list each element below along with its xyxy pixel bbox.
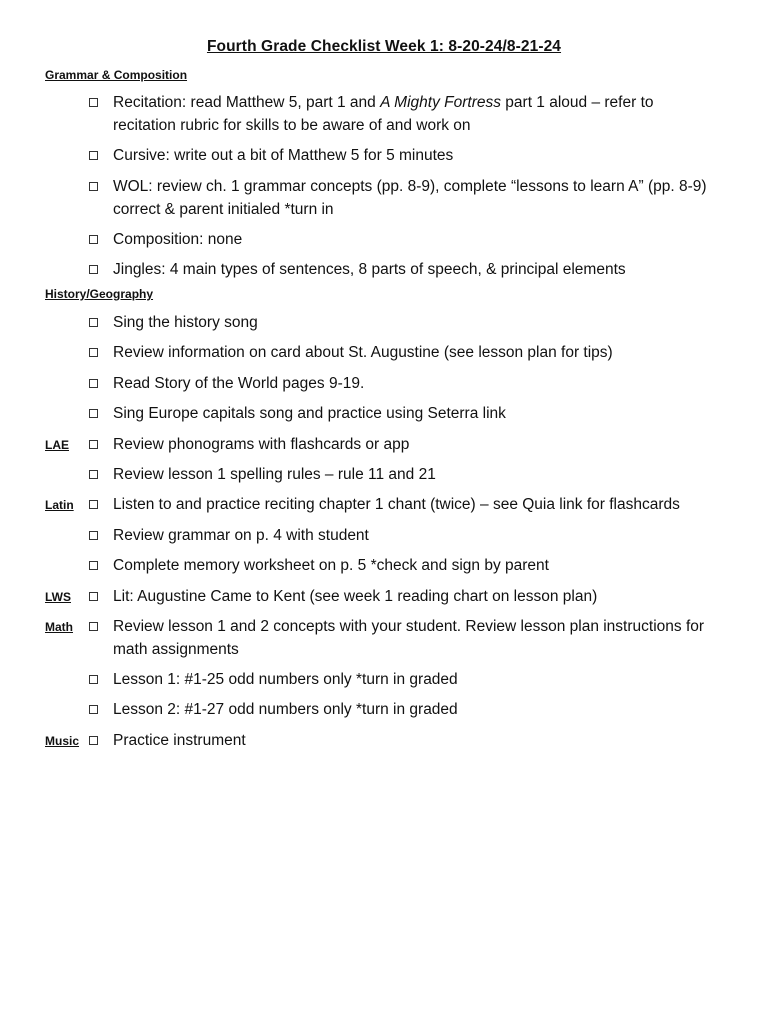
checklist-item-text: Lesson 2: #1-27 odd numbers only *turn in graded (113, 701, 458, 718)
checklist-item-cursive[interactable] (89, 144, 719, 167)
checklist-item-text: Cursive: write out a bit of Matthew 5 for 5 minutes (113, 147, 454, 164)
checkbox-icon[interactable] (89, 470, 98, 479)
checklist-item-text: Review grammar on p. 4 with student (113, 527, 369, 544)
checkbox-icon[interactable] (89, 379, 98, 388)
checkbox-icon[interactable] (89, 440, 98, 449)
checklist-item-text: Listen to and practice reciting chapter 1 chant (twice) – see Quia link for flashcards (113, 496, 680, 513)
checkbox-icon[interactable] (89, 592, 98, 601)
checklist-item-history-song[interactable] (89, 311, 719, 334)
checklist-item-text: Sing Europe capitals song and practice using Seterra link (113, 405, 506, 422)
checklist-item-text: Composition: none (113, 231, 243, 248)
checklist-item-text: Review phonograms with flashcards or app (113, 436, 410, 453)
checklist-item-wol[interactable] (89, 175, 719, 221)
checkbox-icon[interactable] (89, 318, 98, 327)
checklist-item-jingles[interactable] (89, 258, 719, 281)
section-grammar-composition: Grammar & Composition (45, 68, 188, 82)
checklist-item-europe-capitals[interactable] (89, 402, 719, 425)
checklist-item-text: Lesson 1: #1-25 odd numbers only *turn in graded (113, 671, 458, 688)
checklist-item-math-lesson-1[interactable] (89, 668, 719, 691)
label-math: Math (45, 620, 73, 634)
checklist-item-math-review[interactable] (89, 615, 719, 661)
checklist-item-text: Read Story of the World pages 9-19. (113, 375, 365, 392)
checklist-item-memory-worksheet[interactable] (89, 554, 719, 577)
checklist-item-text: Lit: Augustine Came to Kent (see week 1 reading chart on lesson plan) (113, 588, 598, 605)
checkbox-icon[interactable] (89, 500, 98, 509)
checkbox-icon[interactable] (89, 182, 98, 191)
checkbox-icon[interactable] (89, 675, 98, 684)
section-history-geography: History/Geography (45, 287, 154, 301)
label-music: Music (45, 734, 80, 748)
checklist-item-phonograms[interactable] (89, 433, 719, 456)
checkbox-icon[interactable] (89, 235, 98, 244)
checklist-item-text: Sing the history song (113, 314, 258, 331)
checklist-item-text: WOL: review ch. 1 grammar concepts (pp. 8-9), complete “lessons to learn A” (pp. 8-9) correct & parent initialed *turn in (113, 178, 707, 218)
checkbox-icon[interactable] (89, 265, 98, 274)
checklist-item-text: Review information on card about St. Augustine (see lesson plan for tips) (113, 344, 613, 361)
checklist-item-spelling-rules[interactable] (89, 463, 719, 486)
checklist-item-story-of-world[interactable] (89, 372, 719, 395)
checkbox-icon[interactable] (89, 705, 98, 714)
checklist-item-lit[interactable] (89, 585, 719, 608)
checklist-item-latin-chant[interactable] (89, 493, 719, 516)
checklist-item-text: Jingles: 4 main types of sentences, 8 parts of speech, & principal elements (113, 261, 626, 278)
checklist-item-instrument[interactable] (89, 729, 719, 752)
label-latin: Latin (45, 498, 74, 512)
checklist-item-recitation[interactable] (89, 91, 719, 137)
checklist-item-text: Recitation: read Matthew 5, part 1 and A Mighty Fortress part 1 aloud – refer to recitation rubric for skills to be aware of and work on (113, 94, 654, 134)
checkbox-icon[interactable] (89, 561, 98, 570)
checklist-item-text: Practice instrument (113, 732, 246, 749)
checklist-item-text: Complete memory worksheet on p. 5 *check and sign by parent (113, 557, 549, 574)
checkbox-icon[interactable] (89, 348, 98, 357)
checklist-item-augustine-card[interactable] (89, 341, 719, 364)
checkbox-icon[interactable] (89, 736, 98, 745)
checkbox-icon[interactable] (89, 409, 98, 418)
checkbox-icon[interactable] (89, 151, 98, 160)
checklist-item-latin-grammar[interactable] (89, 524, 719, 547)
checklist-item-composition[interactable] (89, 228, 719, 251)
checkbox-icon[interactable] (89, 622, 98, 631)
checkbox-icon[interactable] (89, 531, 98, 540)
checklist-item-text: Review lesson 1 spelling rules – rule 11 and 21 (113, 466, 436, 483)
checkbox-icon[interactable] (89, 98, 98, 107)
label-lws: LWS (45, 590, 71, 604)
checklist-item-math-lesson-2[interactable] (89, 698, 719, 721)
page-title: Fourth Grade Checklist Week 1: 8-20-24/8-21-24 (206, 38, 562, 55)
checklist-item-text: Review lesson 1 and 2 concepts with your student. Review lesson plan instructions for math assignments (113, 618, 705, 658)
label-lae: LAE (45, 438, 69, 452)
